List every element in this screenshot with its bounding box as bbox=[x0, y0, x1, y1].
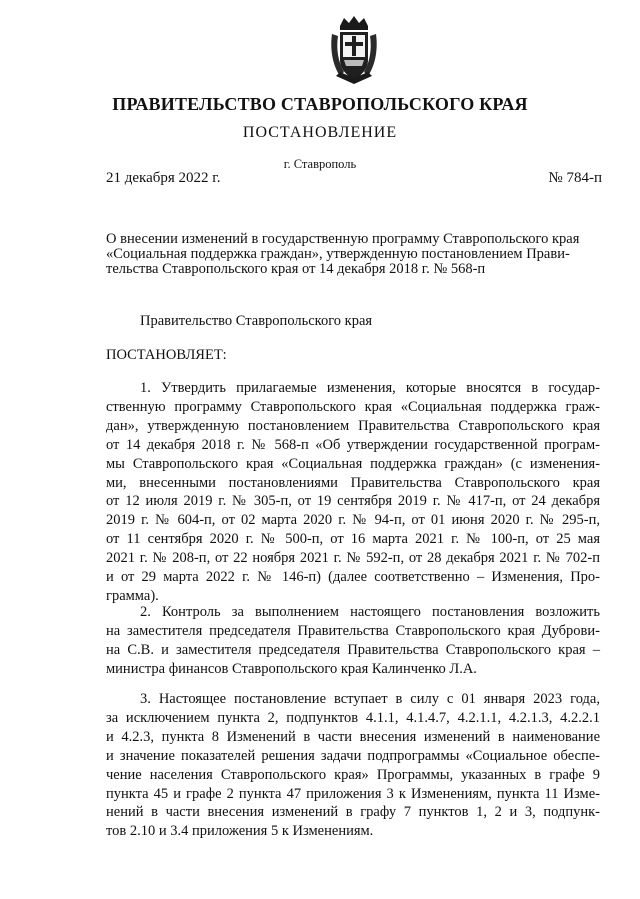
clause-line: нений в части внесения изменений в графу 7 пунктов 1, 2 и 3, подпунк- bbox=[106, 804, 600, 821]
clause-line: пункта 45 и графе 2 пункта 47 приложения 3 к Изменениям, пункта 11 Изме- bbox=[106, 785, 600, 802]
clause-line: от 14 декабря 2018 г. № 568-п «Об утверждении государственной програм- bbox=[106, 436, 600, 453]
organization-title: ПРАВИТЕЛЬСТВО СТАВРОПОЛЬСКОГО КРАЯ bbox=[112, 94, 528, 114]
clause-line: дан», утвержденную постановлением Правительства Ставропольского края bbox=[106, 417, 600, 434]
clause-line: ми, внесенными постановлениями Правительства Ставропольского края bbox=[106, 474, 600, 491]
clause-line: на С.В. и заместителя председателя Правительства Ставропольского края – bbox=[106, 641, 600, 658]
clause-line: 2021 г. № 208-п, от 22 ноября 2021 г. № 592-п, от 28 декабря 2021 г. № 702-п bbox=[106, 550, 600, 567]
document-type: ПОСТАНОВЛЕНИЕ bbox=[242, 124, 398, 141]
clause-line: 2. Контроль за выполнением настоящего постановления возложить bbox=[140, 604, 600, 620]
subject-line: О внесении изменений в государственную программу Ставропольского края bbox=[106, 231, 580, 247]
clause-line: 3. Настоящее постановление вступает в силу с 01 января 2023 года, bbox=[140, 691, 600, 707]
document-subject bbox=[106, 232, 602, 277]
clause-line: министра финансов Ставропольского края Калинченко Л.А. bbox=[106, 660, 477, 677]
document-city: г. Ставрополь bbox=[283, 157, 357, 171]
clause-line: мы Ставропольского края «Социальная поддержка граждан» (с изменения- bbox=[106, 455, 600, 472]
clause-line: тов 2.10 и 3.4 приложения 5 к Изменениям. bbox=[106, 823, 374, 840]
clause-line: и значение показателей решения задачи подпрограммы «Социальное обеспе- bbox=[106, 747, 600, 764]
clause-line: от 11 сентября 2020 г. № 500-п, от 16 марта 2021 г. № 100-п, от 25 мая bbox=[106, 531, 600, 548]
resolve-heading: ПОСТАНОВЛЯЕТ: bbox=[106, 347, 227, 363]
clause-line: на заместителя председателя Правительства Ставропольского края Дуброви- bbox=[106, 622, 600, 639]
subject-line: тельства Ставропольского края от 14 декабря 2018 г. № 568-п bbox=[106, 261, 486, 277]
document-number: № 784-п bbox=[548, 170, 602, 186]
clause-line: ственную программу Ставропольского края «Социальная поддержка граж- bbox=[106, 398, 600, 415]
clause-line: 2019 г. № 604-п, от 02 марта 2020 г. № 94-п, от 01 июня 2020 г. № 295-п, bbox=[106, 512, 600, 529]
clause-line: и от 29 марта 2022 г. № 146-п) (далее соответственно – Изменения, Про- bbox=[106, 569, 600, 586]
clause-line: 1. Утвердить прилагаемые изменения, которые вносятся в государ- bbox=[140, 380, 600, 396]
clause-2 bbox=[106, 603, 600, 679]
preamble-text: Правительство Ставропольского края bbox=[140, 313, 373, 329]
clause-line: грамма). bbox=[106, 587, 159, 604]
clause-line: за исключением пункта 2, подпунктов 4.1.1, 4.1.4.7, 4.2.1.1, 4.2.1.3, 4.2.2.1 bbox=[106, 709, 600, 726]
clause-line: чение населения Ставропольского края» Программы, указанных в графе 9 bbox=[106, 766, 600, 783]
document-date: 21 декабря 2022 г. bbox=[106, 170, 221, 186]
clause-line: от 12 июля 2019 г. № 305-п, от 19 сентября 2019 г. № 417-п, от 24 декабря bbox=[106, 493, 600, 510]
clause-3 bbox=[106, 690, 600, 841]
clause-1 bbox=[106, 379, 600, 606]
clause-line: и 4.2.3, пункта 8 Изменений в части внесения изменений в наименование bbox=[106, 728, 600, 745]
subject-line: «Социальная поддержка граждан», утвержденную постановлением Прави- bbox=[106, 246, 570, 262]
coat-of-arms-emblem bbox=[326, 14, 382, 86]
